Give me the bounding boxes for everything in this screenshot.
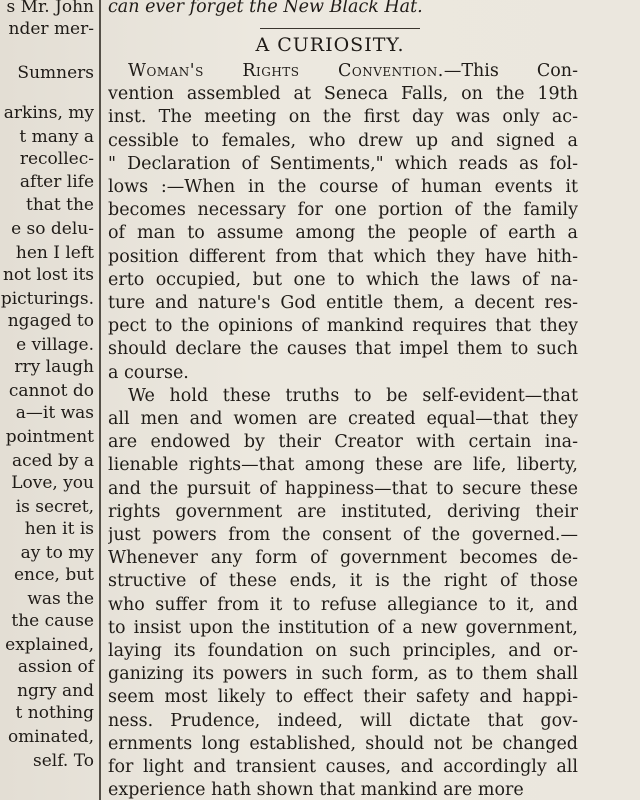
column-rule (99, 0, 101, 800)
left-column-line: aced by a (11, 451, 94, 471)
article-column (108, 0, 578, 800)
left-column (0, 0, 96, 800)
article-line: rights government are instituted, deriving their (108, 501, 578, 522)
left-column-line: picturings. (0, 289, 94, 309)
left-column-line: assion of (17, 657, 94, 677)
left-column-line: e village. (16, 335, 94, 355)
article-line: Whenever any form of government becomes de- (108, 548, 578, 569)
article-line: ness. Prudence, indeed, will dictate that gov- (108, 710, 578, 731)
left-column-line: arkins, my (3, 103, 94, 123)
article-line: Woman's Rights Convention.—This Con- (128, 61, 578, 81)
headline-rule (260, 28, 420, 29)
article-line: a course. (108, 362, 189, 383)
article-line: of man to assume among the people of earth a (108, 223, 578, 244)
left-column-line: hen I left (15, 243, 94, 263)
article-line: to insist upon the institution of a new government, (108, 617, 578, 638)
article-line: all men and women are created equal—that they (108, 409, 578, 429)
article-line: lows :—When in the course of human events it (108, 177, 578, 197)
left-column-line: ominated, (7, 727, 94, 747)
article-line: cessible to females, who drew up and signed a (108, 130, 578, 151)
article-line: position different from that which they have hith- (108, 246, 578, 267)
article-line: pect to the opinions of mankind requires that they (108, 316, 578, 337)
left-column-line: pointment (5, 427, 94, 447)
left-column-line: recollec- (19, 149, 94, 169)
article-line: just powers from the consent of the governed.— (108, 525, 578, 545)
left-column-line: after life (19, 172, 94, 192)
lead-in: Woman's Rights Convention. (128, 61, 444, 81)
left-column-line: t many a (19, 127, 94, 147)
left-column-line: hen it is (24, 519, 94, 539)
article-line: and the pursuit of happiness—that to secure these (108, 478, 578, 499)
left-column-line: s Mr. John (6, 0, 94, 17)
article-line: who suffer from it to refuse allegiance to it, and (108, 594, 578, 615)
left-column-line: self. To (33, 751, 94, 771)
article-line: should declare the causes that impel them to such (108, 339, 578, 360)
left-column-line: ngry and (17, 681, 94, 701)
article-line: " Declaration of Sentiments," which reads as fol- (108, 153, 578, 174)
left-column-line: explained, (5, 635, 94, 655)
left-column-line: Sumners (17, 63, 94, 83)
left-column-line: ngaged to (7, 311, 94, 331)
top-line: can ever forget the New Black Hat. (108, 0, 423, 17)
article-line: erto occupied, but one to which the laws of na- (108, 269, 578, 290)
left-column-line: nder mer- (8, 19, 94, 39)
left-column-line: Love, you (11, 473, 94, 493)
left-column-line: the cause (11, 611, 94, 631)
left-column-line: not lost its (2, 265, 94, 285)
article-line: experience hath shown that mankind are more (108, 780, 524, 800)
article-line: for light and transient causes, and accordingly all (108, 757, 578, 777)
left-column-line: rry laugh (14, 357, 94, 377)
article-line: seem most likely to effect their safety and happi- (108, 687, 578, 708)
article-line: lienable rights—that among these are life, liberty, (108, 455, 578, 476)
article-line: ernments long established, should not be changed (108, 733, 578, 754)
article-line: becomes necessary for one portion of the family (108, 200, 578, 221)
headline: A CURIOSITY. (255, 34, 405, 56)
article-line: We hold these truths to be self-evident—that (128, 385, 578, 406)
left-column-line: is secret, (15, 497, 94, 517)
left-column-line: e so delu- (11, 219, 94, 239)
left-column-line: ay to my (20, 543, 94, 563)
article-line: structive of these ends, it is the right of those (108, 571, 578, 592)
article-line: laying its foundation on such principles, and or- (108, 641, 578, 661)
left-column-line: a—it was (15, 403, 94, 423)
article-line: vention assembled at Seneca Falls, on the 19th (108, 84, 578, 105)
left-column-line: was the (27, 589, 94, 609)
left-column-line: cannot do (8, 381, 94, 401)
article-line: are endowed by their Creator with certain ina- (108, 432, 578, 453)
left-column-line: that the (26, 195, 94, 215)
article-line: ture and nature's God entitle them, a decent res- (108, 293, 578, 313)
left-column-line: t nothing (15, 703, 94, 723)
article-line: inst. The meeting on the first day was only ac- (108, 107, 578, 128)
article-line: ganizing its powers in such form, as to them shall (108, 664, 578, 685)
left-column-line: ence, but (13, 565, 94, 585)
